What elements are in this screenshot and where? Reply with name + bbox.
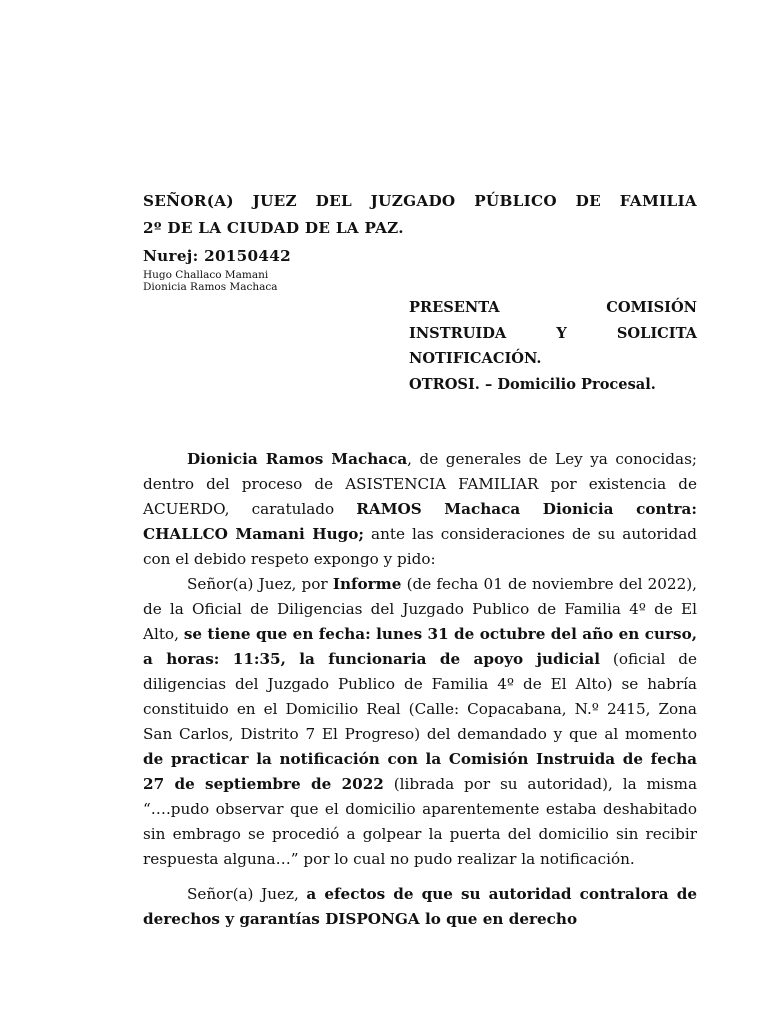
p1-text-1: , de generales de Ley ya conocidas; dentro del proceso de ASISTENCIA FAMILIAR por existencia de ACUERDO, caratulado	[143, 450, 697, 518]
p3-bold-1: a efectos de que su autoridad contralora de derechos y garantías DISPONGA lo que en derecho	[143, 885, 697, 928]
sumilla-line-3: NOTIFICACIÓN.	[409, 350, 542, 367]
addressee-line-2: 2º DE LA CIUDAD DE LA PAZ.	[143, 219, 404, 237]
p2-bold-2: se tiene que en fecha: lunes 31 de octubre del año en curso, a horas: 11:35, la funcionaria de apoyo judicial	[143, 625, 697, 668]
sumilla-line-2: INSTRUIDA Y SOLICITA	[409, 324, 697, 342]
party-name-2: Dionicia Ramos Machaca	[143, 280, 278, 293]
sumilla-line-1: PRESENTA COMISIÓN	[409, 299, 697, 316]
party-name-1: Hugo Challaco Mamani	[143, 269, 269, 281]
p1-text-2: ante las consideraciones de su autoridad con el debido respeto expongo y pido:	[143, 525, 698, 568]
sumilla-line-4: OTROSI. – Domicilio Procesal.	[409, 375, 656, 393]
p1-bold-1: Dionicia Ramos Machaca	[187, 450, 408, 468]
p2-bold-1: Informe	[332, 575, 402, 593]
p2-text-1: Señor(a) Juez, por	[187, 575, 333, 593]
p2-text-3: (oficial de diligencias del Juzgado Publico de Familia 4º de El Alto) se habría constituido en el Domicilio Real (Calle: Copacabana, N.º 2415, Zona San Carlos, Distrito 7 El Progreso) del demandado y que al momento	[143, 650, 697, 743]
document-body	[143, 447, 697, 932]
p2-text-2: (de fecha 01 de noviembre del 2022), de la Oficial de Diligencias del Juzgado Publico de Familia 4º de El Alto,	[143, 575, 698, 643]
p1-bold-2: RAMOS Machaca Dionicia contra: CHALLCO Mamani Hugo;	[143, 500, 697, 543]
p2-text-4: (librada por su autoridad), la misma “….pudo observar que el domicilio aparentemente estaba deshabitado sin embrago se procedió a golpear la puerta del domicilio sin recibir respuesta alguna…” por lo cual no pudo realizar la notificación.	[143, 775, 697, 868]
p2-bold-3: de practicar la notificación con la Comisión Instruida de fecha 27 de septiembre de 2022	[143, 750, 697, 793]
case-number: Nurej: 20150442	[143, 247, 292, 265]
document-page	[143, 188, 697, 932]
paragraph-2	[143, 572, 697, 872]
paragraph-1	[143, 447, 697, 572]
sumilla	[409, 295, 697, 397]
paragraph-3	[143, 882, 697, 932]
p3-text-1: Señor(a) Juez,	[187, 885, 307, 903]
addressee-line-1: SEÑOR(A) JUEZ DEL JUZGADO PÚBLICO DE FAMILIA	[143, 192, 697, 210]
